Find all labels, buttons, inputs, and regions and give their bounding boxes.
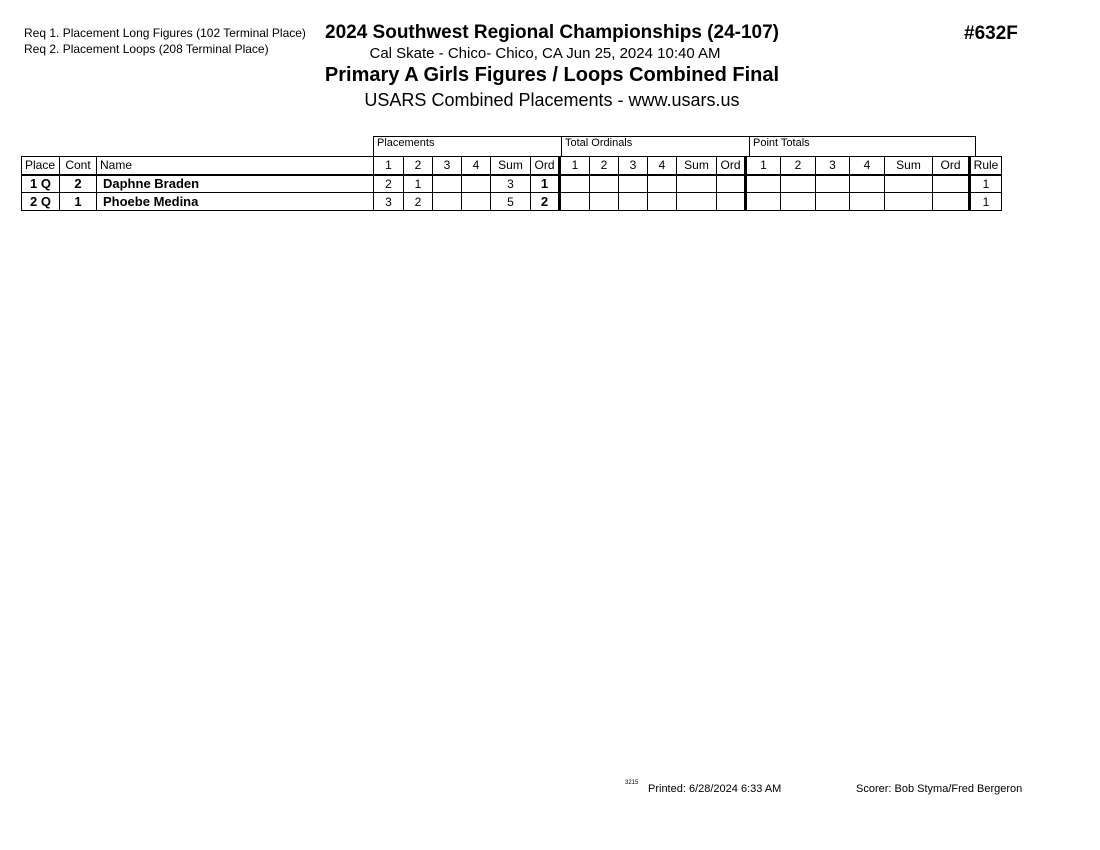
table-row (22, 193, 1002, 211)
col-tot-2: 2 (590, 157, 619, 175)
row-name: Daphne Braden (97, 175, 374, 193)
event-number: #632F (964, 23, 1018, 44)
row-pts-3 (816, 193, 850, 211)
row-plac-ord: 1 (531, 175, 560, 193)
row-pts-1 (746, 193, 781, 211)
row-plac-2: 2 (404, 193, 433, 211)
row-tot-sum (677, 193, 717, 211)
row-tot-2 (590, 175, 619, 193)
row-pts-1 (746, 175, 781, 193)
row-pts-4 (850, 175, 885, 193)
row-plac-4 (462, 193, 491, 211)
venue-line: Cal Skate - Chico- Chico, CA Jun 25, 2024 10:40 AM (369, 45, 721, 62)
col-tot-sum: Sum (677, 157, 717, 175)
col-plac-sum: Sum (491, 157, 531, 175)
row-place: 1 Q (22, 175, 60, 193)
requirement-1: Req 1. Placement Long Figures (102 Terminal Place) (24, 26, 306, 40)
col-plac-ord: Ord (531, 157, 560, 175)
event-title: Primary A Girls Figures / Loops Combined Final (324, 64, 780, 86)
row-tot-sum (677, 175, 717, 193)
row-tot-ord (717, 193, 746, 211)
row-tot-3 (619, 193, 648, 211)
row-cont: 2 (60, 175, 97, 193)
row-pts-2 (781, 193, 816, 211)
col-tot-1: 1 (560, 157, 590, 175)
row-pts-sum (885, 193, 933, 211)
row-tot-4 (648, 175, 677, 193)
group-header-placements: Placements (373, 136, 562, 156)
row-rule: 1 (970, 175, 1002, 193)
col-plac-4: 4 (462, 157, 491, 175)
table-row (22, 175, 1002, 193)
row-pts-sum (885, 175, 933, 193)
row-plac-ord: 2 (531, 193, 560, 211)
col-place: Place (22, 157, 60, 175)
col-plac-1: 1 (374, 157, 404, 175)
row-name: Phoebe Medina (97, 193, 374, 211)
row-tot-ord (717, 175, 746, 193)
col-pts-ord: Ord (933, 157, 970, 175)
row-plac-3 (433, 193, 462, 211)
competition-title: 2024 Southwest Regional Championships (24-107) (325, 22, 779, 43)
row-plac-sum: 5 (491, 193, 531, 211)
group-header-total-ordinals: Total Ordinals (561, 136, 750, 156)
row-pts-4 (850, 193, 885, 211)
row-rule: 1 (970, 193, 1002, 211)
results-table (21, 156, 1002, 211)
col-pts-2: 2 (781, 157, 816, 175)
row-pts-ord (933, 175, 970, 193)
row-plac-1: 2 (374, 175, 404, 193)
col-cont: Cont (60, 157, 97, 175)
row-tot-1 (560, 175, 590, 193)
col-tot-4: 4 (648, 157, 677, 175)
row-plac-2: 1 (404, 175, 433, 193)
col-tot-ord: Ord (717, 157, 746, 175)
row-tot-2 (590, 193, 619, 211)
row-pts-2 (781, 175, 816, 193)
row-plac-4 (462, 175, 491, 193)
row-pts-3 (816, 175, 850, 193)
footer-code: 3215 (625, 780, 639, 786)
row-place: 2 Q (22, 193, 60, 211)
column-header-row (22, 157, 1002, 175)
col-pts-3: 3 (816, 157, 850, 175)
row-pts-ord (933, 193, 970, 211)
group-header-point-totals: Point Totals (749, 136, 976, 156)
row-plac-1: 3 (374, 193, 404, 211)
row-plac-3 (433, 175, 462, 193)
col-pts-4: 4 (850, 157, 885, 175)
scorer-line: Scorer: Bob Styma/Fred Bergeron (856, 783, 1023, 795)
col-plac-3: 3 (433, 157, 462, 175)
report-subtitle: USARS Combined Placements - www.usars.us (364, 90, 740, 110)
requirement-2: Req 2. Placement Loops (208 Terminal Place) (24, 42, 269, 56)
col-plac-2: 2 (404, 157, 433, 175)
printed-timestamp: Printed: 6/28/2024 6:33 AM (648, 783, 782, 795)
row-plac-sum: 3 (491, 175, 531, 193)
col-tot-3: 3 (619, 157, 648, 175)
row-tot-4 (648, 193, 677, 211)
row-tot-3 (619, 175, 648, 193)
row-cont: 1 (60, 193, 97, 211)
col-name: Name (97, 157, 374, 175)
row-tot-1 (560, 193, 590, 211)
col-pts-sum: Sum (885, 157, 933, 175)
col-rule: Rule (970, 157, 1002, 175)
col-pts-1: 1 (746, 157, 781, 175)
